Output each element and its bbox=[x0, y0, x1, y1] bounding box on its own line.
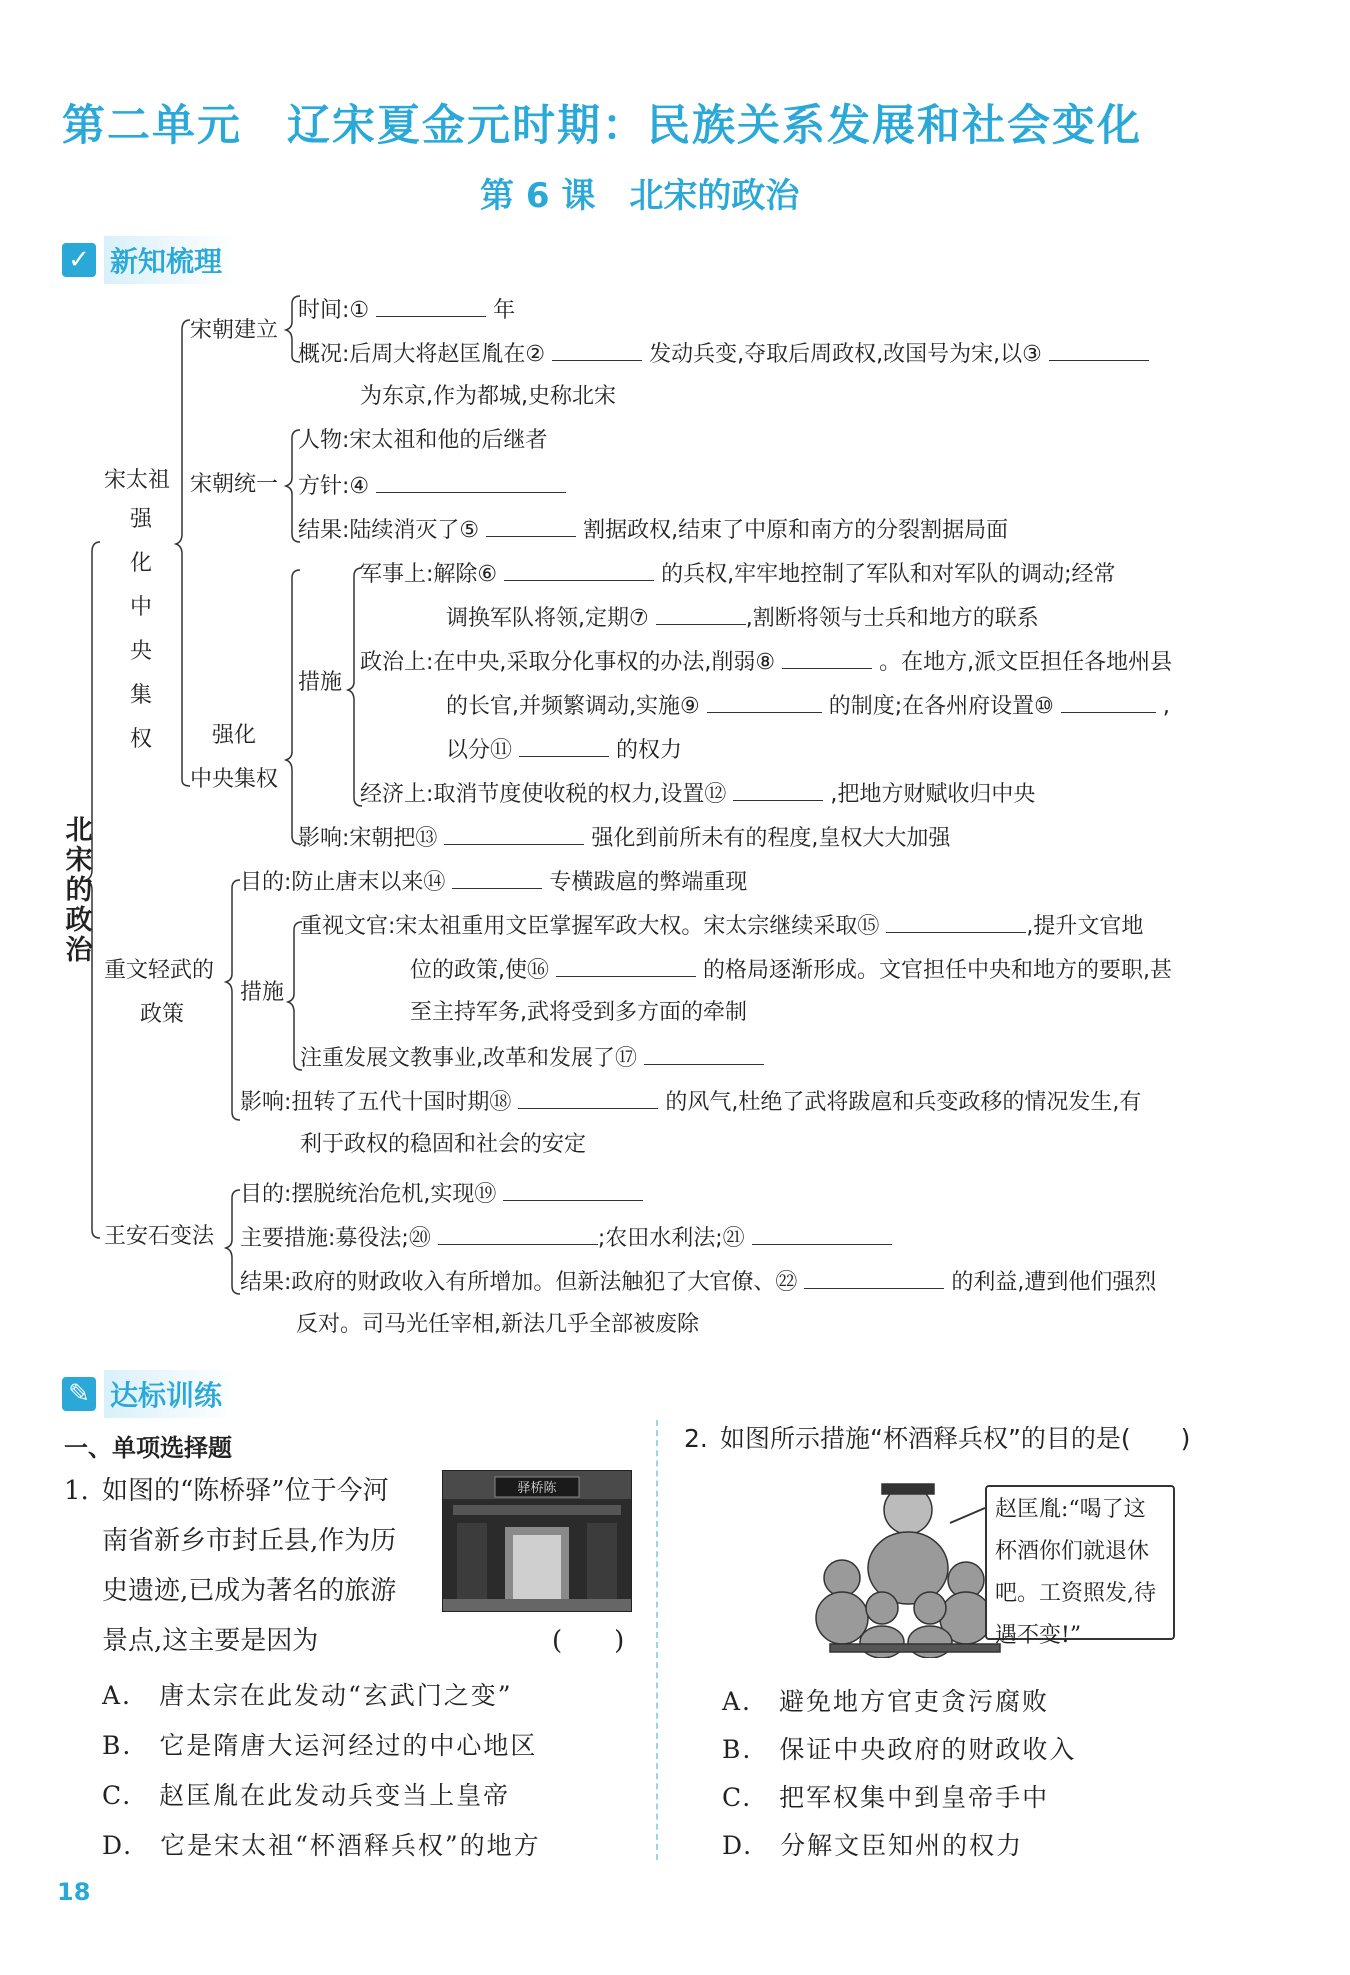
section-header-practice bbox=[62, 1370, 236, 1418]
checkbox-icon: ✓ bbox=[62, 243, 96, 277]
node-measures-2: 措施 bbox=[240, 980, 285, 1005]
page-number: 18 bbox=[57, 1878, 91, 1906]
q2-option-d[interactable]: D. 分解文臣知州的权力 bbox=[722, 1831, 1024, 1860]
question-section-title: 一、单项选择题 bbox=[64, 1434, 232, 1462]
node-economy: 经济上:取消节度使收税的权力,设置⑫ ,把地方财赋收归中央 bbox=[360, 782, 1036, 807]
node-civil-officials: 重视文官:宋太祖重用文臣掌握军政大权。宋太宗继续采取⑮ ,提升文官地 bbox=[300, 914, 1144, 939]
section-label: 达标训练 bbox=[104, 1370, 236, 1418]
node-result: 结果:陆续消灭了⑤ 割据政权,结束了中原和南方的分裂割据局面 bbox=[298, 518, 1009, 543]
q1-option-a[interactable]: A. 唐太宗在此发动“玄武门之变” bbox=[102, 1681, 513, 1710]
node-measures: 措施 bbox=[298, 670, 343, 695]
node-civil-officials-cont: 位的政策,使⑯ 的格局逐渐形成。文官担任中央和地方的要职,甚 bbox=[410, 958, 1172, 983]
column-divider bbox=[656, 1420, 658, 1860]
node-politics-cont: 的长官,并频繁调动,实施⑨ 的制度;在各州府设置⑩ , bbox=[446, 694, 1170, 719]
node-military: 军事上:解除⑥ 的兵权,牢牢地控制了军队和对军队的调动;经常 bbox=[360, 562, 1116, 587]
node-centralize-2: 中央集权 bbox=[190, 767, 279, 792]
pencil-icon: ✎ bbox=[62, 1377, 96, 1411]
q2-option-b[interactable]: B. 保证中央政府的财政收入 bbox=[722, 1735, 1077, 1764]
node-measures-3: 主要措施:募役法;⑳ ;农田水利法;㉑ bbox=[240, 1226, 892, 1250]
node-impact-2: 影响:扭转了五代十国时期⑱ 的风气,杜绝了武将跋扈和兵变政移的情况发生,有 bbox=[240, 1090, 1142, 1115]
node-result-3-cont: 反对。司马光任宰相,新法几乎全部被废除 bbox=[296, 1312, 699, 1337]
q2-stem: 如图所示措施“杯酒释兵权”的目的是( ) bbox=[720, 1424, 1191, 1453]
node-education: 注重发展文教事业,改革和发展了⑰ bbox=[300, 1046, 764, 1070]
q1-option-b[interactable]: B. 它是隋唐大运河经过的中心地区 bbox=[102, 1731, 538, 1760]
node-impact-1: 影响:宋朝把⑬ 强化到前所未有的程度,皇权大大加强 bbox=[298, 826, 951, 851]
q1-stem: 如图的“陈桥驿”位于今河 南省新乡市封丘县,作为历 史遗迹,已成为著名的旅游 景点,这主要是因为 bbox=[102, 1476, 397, 1656]
lesson-title: 第 6 课 北宋的政治 bbox=[480, 176, 800, 216]
tree-root: 北 宋 的 政 治 bbox=[65, 815, 93, 966]
node-policy: 方针:④ bbox=[298, 474, 566, 498]
node-purpose-2: 目的:防止唐末以来⑭ 专横跋扈的弊端重现 bbox=[240, 870, 748, 895]
q2-option-c[interactable]: C. 把军权集中到皇帝手中 bbox=[722, 1783, 1050, 1812]
node-time: 时间:① 年 bbox=[298, 298, 516, 323]
node-overview-cont: 为东京,作为都城,史称北宋 bbox=[360, 384, 616, 409]
unit-title: 第二单元 辽宋夏金元时期：民族关系发展和社会变化 bbox=[62, 101, 1142, 151]
tree-branch-3: 王安石变法 bbox=[104, 1224, 215, 1249]
q1-option-c[interactable]: C. 赵匡胤在此发动兵变当上皇帝 bbox=[102, 1781, 511, 1810]
node-overview: 概况:后周大将赵匡胤在② 发动兵变,夺取后周政权,改国号为宋,以③ bbox=[298, 342, 1149, 366]
q1-number: 1. bbox=[64, 1476, 89, 1506]
svg-text:驿桥陈: 驿桥陈 bbox=[517, 1481, 557, 1496]
node-impact-2-cont: 利于政权的稳固和社会的安定 bbox=[300, 1132, 587, 1157]
node-result-3: 结果:政府的财政收入有所增加。但新法触犯了大官僚、㉒ 的利益,遭到他们强烈 bbox=[240, 1270, 1157, 1295]
section-label: 新知梳理 bbox=[104, 236, 236, 284]
tree-branch-2-line1: 重文轻武的 bbox=[104, 958, 215, 983]
q2-option-a[interactable]: A. 避免地方官吏贪污腐败 bbox=[722, 1687, 1050, 1716]
tree-branch-1: 强 化 中 央 集 权 bbox=[129, 507, 152, 752]
node-song-founded: 宋朝建立 bbox=[190, 318, 279, 343]
node-politics: 政治上:在中央,采取分化事权的办法,削弱⑧ 。在地方,派文臣担任各地州县 bbox=[360, 650, 1173, 675]
speech-bubble: 赵匡胤:“喝了这 杯酒你们就退休 吧。工资照发,待 遇不变!” bbox=[985, 1485, 1175, 1640]
tree-branch-2-line2: 政策 bbox=[140, 1002, 185, 1027]
tree-branch-1-line1: 宋太祖 bbox=[104, 468, 171, 493]
chenqiao-photo bbox=[442, 1470, 632, 1612]
node-centralize-1: 强化 bbox=[212, 723, 257, 748]
node-people: 人物:宋太祖和他的后继者 bbox=[298, 428, 548, 453]
q1-option-d[interactable]: D. 它是宋太祖“杯酒释兵权”的地方 bbox=[102, 1831, 541, 1860]
node-song-unify: 宋朝统一 bbox=[190, 472, 279, 497]
node-purpose-3: 目的:摆脱统治危机,实现⑲ bbox=[240, 1182, 643, 1206]
node-civil-officials-cont2: 至主持军务,武将受到多方面的牵制 bbox=[410, 1000, 747, 1025]
q2-number: 2. bbox=[684, 1424, 708, 1453]
q1-answer-paren: ( ) bbox=[552, 1626, 625, 1656]
node-politics-cont2: 以分⑪ 的权力 bbox=[446, 738, 683, 763]
node-military-cont: 调换军队将领,定期⑦ ,割断将领与士兵和地方的联系 bbox=[446, 606, 1039, 631]
